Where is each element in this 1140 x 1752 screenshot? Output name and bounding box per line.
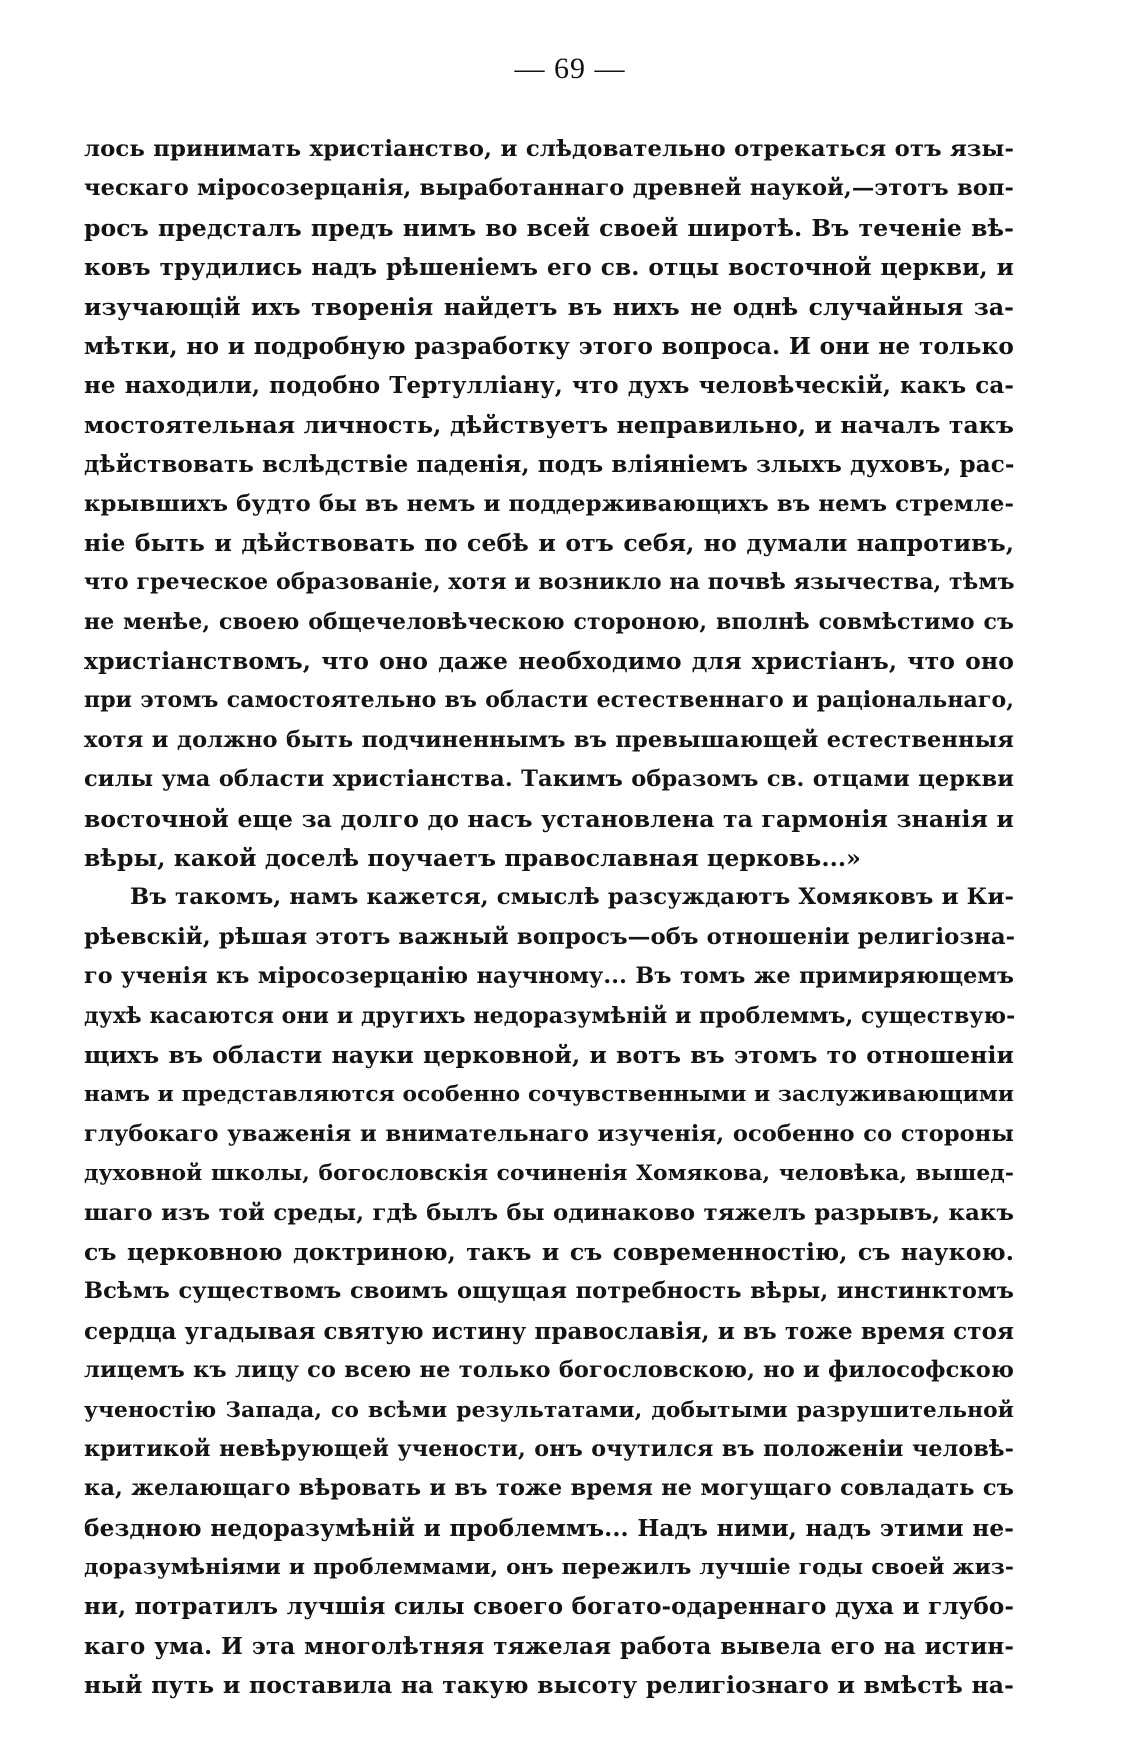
text-line: не менѣе, своею общечеловѣческою стороною, вполнѣ совмѣстимо съ — [84, 608, 1014, 635]
text-line: намъ и представляются особенно сочувственными и заслуживающими — [84, 1082, 1015, 1108]
paragraph-2 — [84, 878, 1014, 1705]
text-line: восточной еще за долго до насъ установлена та гармонія знанія и — [84, 804, 1014, 833]
text-line: Всѣмъ существомъ своимъ ощущая потребность вѣры, инстинктомъ — [84, 1278, 1014, 1305]
text-line: ни, потратилъ лучшія силы своего богато-одареннаго духа и глубо- — [84, 1593, 1014, 1621]
text-line: ный путь и поставила на такую высоту религіознаго и вмѣстѣ на- — [84, 1671, 1014, 1700]
text-line: съ церковною доктриною, такъ и съ современностію, съ наукою. — [84, 1237, 1014, 1266]
text-line: не находили, подобно Тертулліану, что духъ человѣческій, какъ са- — [84, 372, 1014, 400]
page-number: — 69 — — [514, 52, 626, 85]
text-line: лось принимать христіанство, и слѣдовательно отрекаться отъ язы- — [84, 136, 1014, 162]
text-line: лицемъ къ лицу со всею не только богословскою, но и философскою — [84, 1357, 1014, 1384]
paragraph-1 — [84, 130, 1014, 878]
text-line: ка, желающаго вѣровать и въ тоже время не могущаго совладать съ — [84, 1475, 1014, 1502]
text-line: ніе быть и дѣйствовать по себѣ и отъ себя, но думали напротивъ, — [84, 528, 1014, 557]
text-line: ученостію Запада, со всѣми результатами, добытыми разрушительной — [84, 1397, 1014, 1423]
text-line: хотя и должно быть подчиненнымъ въ превышающей естественныя — [84, 726, 1014, 753]
text-line: каго ума. И эта многолѣтняя тяжелая работа вывела его на истин- — [84, 1632, 1014, 1660]
text-line: глубокаго уваженія и внимательнаго изученія, особенно со стороны — [84, 1120, 1014, 1147]
text-line: духовной школы, богословскія сочиненія Хомякова, человѣка, вышед- — [84, 1161, 1014, 1187]
text-line: ческаго міросозерцанія, выработаннаго древней наукой,—этотъ воп- — [84, 175, 1014, 202]
text-line: го ученія къ міросозерцанію научному... Въ томъ же примиряющемъ — [84, 963, 1014, 990]
text-line: крывшихъ будто бы въ немъ и поддерживающихъ въ немъ стремле- — [84, 490, 1014, 517]
text-line: что греческое образованіе, хотя и возникло на почвѣ язычества, тѣмъ — [84, 569, 1015, 596]
text-line: щихъ въ области науки церковной, и вотъ въ этомъ то отношеніи — [84, 1040, 1014, 1069]
text-line: Въ такомъ, намъ кажется, смыслѣ разсуждаютъ Хомяковъ и Ки- — [130, 884, 1014, 911]
text-line: росъ предсталъ предъ нимъ во всей своей широтѣ. Въ теченіе вѣ- — [84, 213, 1014, 242]
text-line: бездною недоразумѣній и проблеммъ... Надъ ними, надъ этими не- — [84, 1514, 1014, 1542]
body-text — [84, 130, 1014, 1706]
text-line: критикой невѣрующей учености, онъ очутился въ положеніи человѣ- — [84, 1435, 1014, 1462]
text-line: шаго изъ той среды, гдѣ былъ бы одинаково тяжелъ разрывъ, какъ — [84, 1199, 1014, 1226]
text-line: доразумѣніями и проблеммами, онъ пережилъ лучшіе годы своей жиз- — [84, 1555, 1014, 1581]
text-line: при этомъ самостоятельно въ области естественнаго и раціональнаго, — [84, 687, 1014, 714]
text-line: рѣевскій, рѣшая этотъ важный вопросъ—объ отношеніи религіозна- — [84, 923, 1016, 950]
text-line: сердца угадывая святую истину православія, и въ тоже время стоя — [84, 1317, 1015, 1345]
text-line: мѣтки, но и подробную разработку этого вопроса. И они не только — [84, 332, 1014, 360]
text-line: дѣйствовать вслѣдствіе паденія, подъ вліяніемъ злыхъ духовъ, рас- — [84, 451, 1015, 479]
text-line: вѣры, какой доселѣ поучаетъ православная церковь...» — [84, 844, 861, 873]
text-line: ковъ трудились надъ рѣшеніемъ его св. отцы восточной церкви, и — [84, 254, 1014, 282]
text-line: изучающій ихъ творенія найдетъ въ нихъ не однѣ случайныя за- — [84, 292, 1014, 321]
text-line: духѣ касаются они и другихъ недоразумѣній и проблеммъ, существую- — [84, 1002, 1016, 1029]
text-line: христіанствомъ, что оно даже необходимо для христіанъ, что оно — [84, 647, 1014, 676]
text-line: силы ума области христіанства. Такимъ образомъ св. отцами церкви — [84, 766, 1014, 793]
text-line: мостоятельная личность, дѣйствуетъ неправильно, и началъ такъ — [84, 410, 1014, 439]
